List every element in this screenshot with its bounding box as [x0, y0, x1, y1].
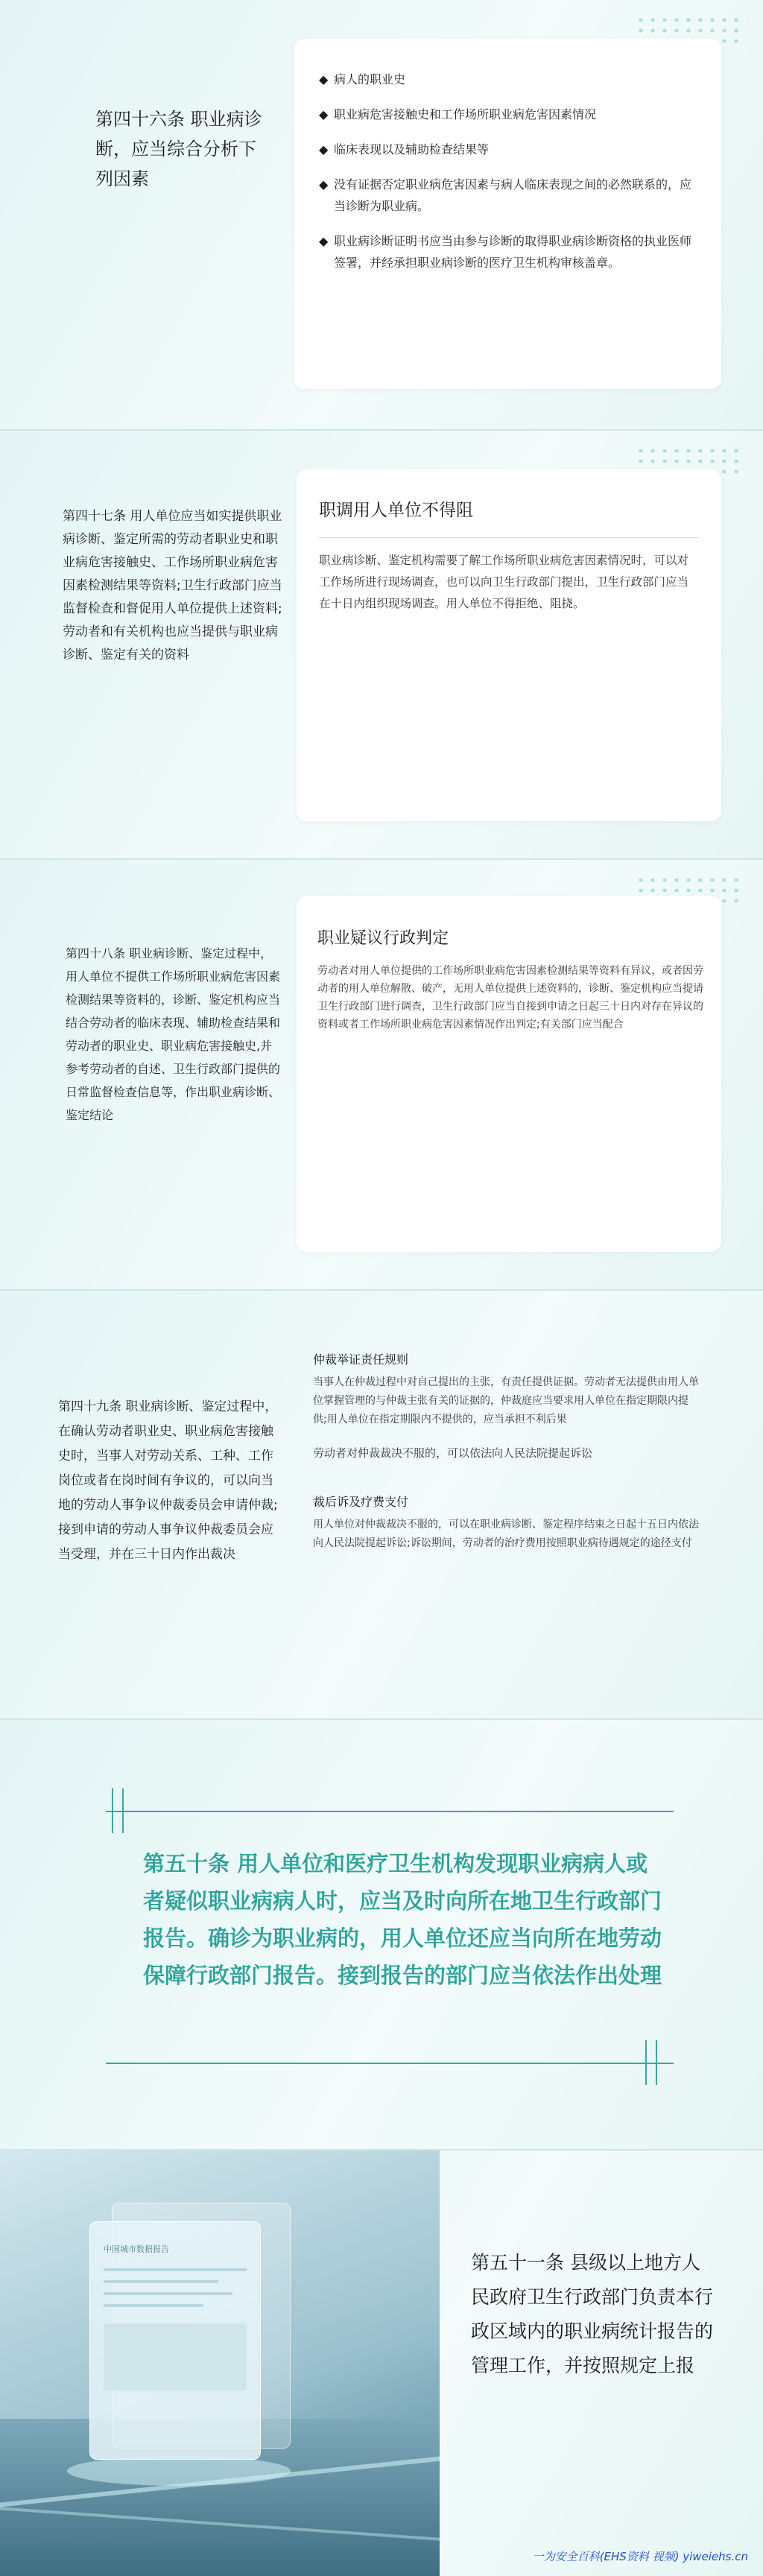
frame-line-top	[106, 1811, 674, 1812]
factor-item: ◆ 病人的职业史	[319, 69, 694, 90]
frame-line-bottom	[106, 2063, 674, 2064]
frame-mark-left	[112, 1788, 124, 1833]
article-47-text: 第四十七条 用人单位应当如实提供职业病诊断、鉴定所需的劳动者职业史和职业病危害接触史、工作场所职业病危害因素检测结果等资料;卫生行政部门应当监督检查和督促用人单位提供上述资料;劳动者和有关机构也应当提供与职业病诊断、鉴定有关的资料	[63, 509, 282, 662]
slide-article-49	[0, 1291, 763, 1720]
card-title: 职业疑议行政判定	[317, 929, 449, 948]
diamond-bullet-icon: ◆	[319, 234, 329, 248]
pedestal	[67, 2456, 291, 2486]
slide-article-47	[0, 431, 763, 860]
document-title: 中国城市数据报告	[104, 2244, 169, 2254]
card-body: 劳动者对用人单位提供的工作场所职业病危害因素检测结果等资料有异议，或者因劳动者的用人单位解散、破产，无用人单位提供上述资料的，诊断、鉴定机构应当提请卫生行政部门进行调查，卫生行政部门应当自接到申请之日起三十日内对存在异议的资料或者工作场所职业病危害因素情况作出判定;有关部门应当配合	[317, 965, 703, 1031]
document-line	[104, 2292, 232, 2295]
section-head: 裁后诉及疗费支付	[313, 1495, 409, 1509]
diamond-bullet-icon: ◆	[319, 107, 329, 121]
factor-item: ◆ 临床表现以及辅助检查结果等	[319, 139, 694, 160]
investigation-card	[297, 469, 721, 821]
document-chart-block	[104, 2323, 247, 2390]
card-title: 职调用人单位不得阻	[319, 501, 473, 520]
section-body: 劳动者对仲裁裁决不服的，可以依法向人民法院提起诉讼	[313, 1446, 593, 1460]
factor-item: ◆ 职业病危害接触史和工作场所职业病危害因素情况	[319, 104, 694, 125]
hero-illustration	[0, 2151, 440, 2576]
article-46-heading: 第四十六条 职业病诊断，应当综合分析下列因素	[95, 109, 262, 189]
section-head: 仲裁举证责任规则	[313, 1352, 409, 1367]
factor-item: ◆ 没有证据否定职业病危害因素与病人临床表现之间的必然联系的，应当诊断为职业病。	[319, 174, 694, 217]
section-body: 用人单位对仲裁裁决不服的，可以在职业病诊断、鉴定程序结束之日起十五日内依法向人民法院提起诉讼;诉讼期间，劳动者的治疗费用按照职业病待遇规定的途径支付	[313, 1519, 699, 1549]
diamond-bullet-icon: ◆	[319, 142, 329, 156]
document-line	[104, 2268, 247, 2271]
factors-card	[294, 39, 721, 389]
document-line	[104, 2304, 203, 2307]
slide-article-48	[0, 860, 763, 1291]
slide-article-46	[0, 0, 763, 431]
divider	[319, 537, 699, 538]
factor-item: ◆ 职业病诊断证明书应当由参与诊断的取得职业病诊断资格的执业医师签署，并经承担职业病诊断的医疗卫生机构审核盖章。	[319, 230, 694, 273]
document-line	[104, 2280, 218, 2283]
diamond-bullet-icon: ◆	[319, 72, 329, 86]
article-49-text: 第四十九条 职业病诊断、鉴定过程中，在确认劳动者职业史、职业病危害接触史时，当事人对劳动关系、工种、工作岗位或者在岗时间有争议的，可以向当地的劳动人事争议仲裁委员会申请仲裁;接到申请的劳动人事争议仲裁委员会应当受理，并在三十日内作出裁决	[58, 1399, 278, 1562]
article-50-banner: 第五十条 用人单位和医疗卫生机构发现职业病病人或者疑似职业病病人时，应当及时向所在地卫生行政部门报告。确诊为职业病的，用人单位还应当向所在地劳动保障行政部门报告。接到报告的部门应当依法作出处理	[143, 1851, 662, 1988]
administrative-judgement-card	[297, 896, 721, 1252]
card-body: 职业病诊断、鉴定机构需要了解工作场所职业病危害因素情况时，可以对工作场所进行现场调查，也可以向卫生行政部门提出，卫生行政部门应当在十日内组织现场调查。用人单位不得拒绝、阻挠。	[319, 554, 689, 610]
diamond-bullet-icon: ◆	[319, 177, 329, 192]
section-body: 当事人在仲裁过程中对自己提出的主张，有责任提供证据。劳动者无法提供由用人单位掌握管理的与仲裁主张有关的证据的，仲裁庭应当要求用人单位在指定期限内提供;用人单位在指定期限内不提供的，应当承担不利后果	[313, 1376, 699, 1425]
article-51-text: 第五十一条 县级以上地方人民政府卫生行政部门负责本行政区域内的职业病统计报告的管理工作，并按照规定上报	[471, 2252, 714, 2376]
document-card	[89, 2221, 261, 2460]
frame-mark-right	[645, 2040, 657, 2085]
slide-article-51	[0, 2151, 763, 2576]
slide-article-50	[0, 1720, 763, 2151]
arbitration-card	[297, 1329, 721, 1681]
article-48-text: 第四十八条 职业病诊断、鉴定过程中，用人单位不提供工作场所职业病危害因素检测结果等资料的，诊断、鉴定机构应当结合劳动者的临床表现、辅助检查结果和劳动者的职业史、职业病危害接触史,并参考劳动者的自述、卫生行政部门提供的日常监督检查信息等，作出职业病诊断、鉴定结论	[66, 946, 281, 1122]
footer-watermark: 一为安全百科(EHS资料 视频) yiweiehs.cn	[532, 2550, 748, 2563]
